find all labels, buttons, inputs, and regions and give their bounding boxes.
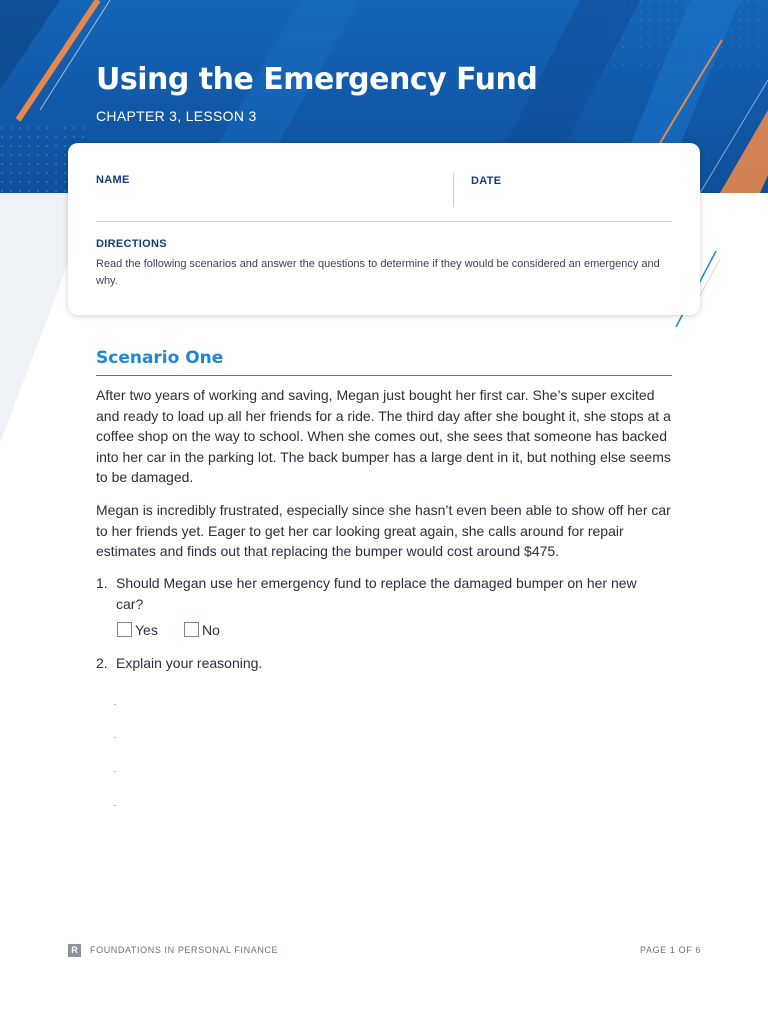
page-title: Using the Emergency Fund [96, 62, 538, 97]
date-label: DATE [471, 175, 502, 187]
question-number: 1. [96, 575, 108, 591]
page-number: PAGE 1 OF 6 [640, 945, 701, 955]
answer-line-marker[interactable] [114, 805, 116, 806]
publisher-logo: R [68, 944, 81, 957]
scenario-paragraph: Megan is incredibly frustrated, especially since she hasn’t even been able to show off her car to her friends yet. Eager to get her car looking great again, she calls around for repair estimates and finds out that replacing the bumper would cost around $475. [96, 502, 671, 560]
footer-course-name: FOUNDATIONS IN PERSONAL FINANCE [90, 945, 279, 955]
question-2 [96, 653, 676, 675]
scenario-rule [96, 375, 672, 376]
question-text: Should Megan use her emergency fund to replace the damaged bumper on her new car? [116, 575, 637, 612]
no-label: No [202, 622, 220, 638]
name-label: NAME [96, 174, 130, 186]
yes-label: Yes [135, 622, 158, 638]
student-info-card [68, 143, 700, 315]
yes-option[interactable] [117, 622, 158, 638]
scenario-paragraph: After two years of working and saving, Megan just bought her first car. She’s super excited and ready to load up all her friends for a ride. The third day after she bought it, she stops at a coffee shop on the way to school. When she comes out, she sees that someone has backed into her car in the parking lot. The back bumper has a large dent in it, but nothing else seems to be damaged. [96, 387, 671, 486]
answer-line-marker[interactable] [114, 704, 116, 705]
answer-line-marker[interactable] [114, 771, 116, 772]
answer-line-marker[interactable] [114, 737, 116, 738]
question-text: Explain your reasoning. [116, 655, 263, 671]
question-1 [96, 573, 676, 617]
no-checkbox[interactable] [184, 622, 199, 637]
directions-label: DIRECTIONS [96, 238, 167, 250]
yes-checkbox[interactable] [117, 622, 132, 637]
scenario-title: Scenario One [96, 348, 224, 368]
field-divider [453, 173, 454, 207]
chapter-lesson-subtitle: CHAPTER 3, LESSON 3 [96, 108, 257, 124]
question-number: 2. [96, 655, 108, 671]
section-divider [96, 221, 672, 222]
directions-text: Read the following scenarios and answer the questions to determine if they would be considered an emergency and why. [96, 258, 660, 287]
no-option[interactable] [184, 622, 220, 638]
